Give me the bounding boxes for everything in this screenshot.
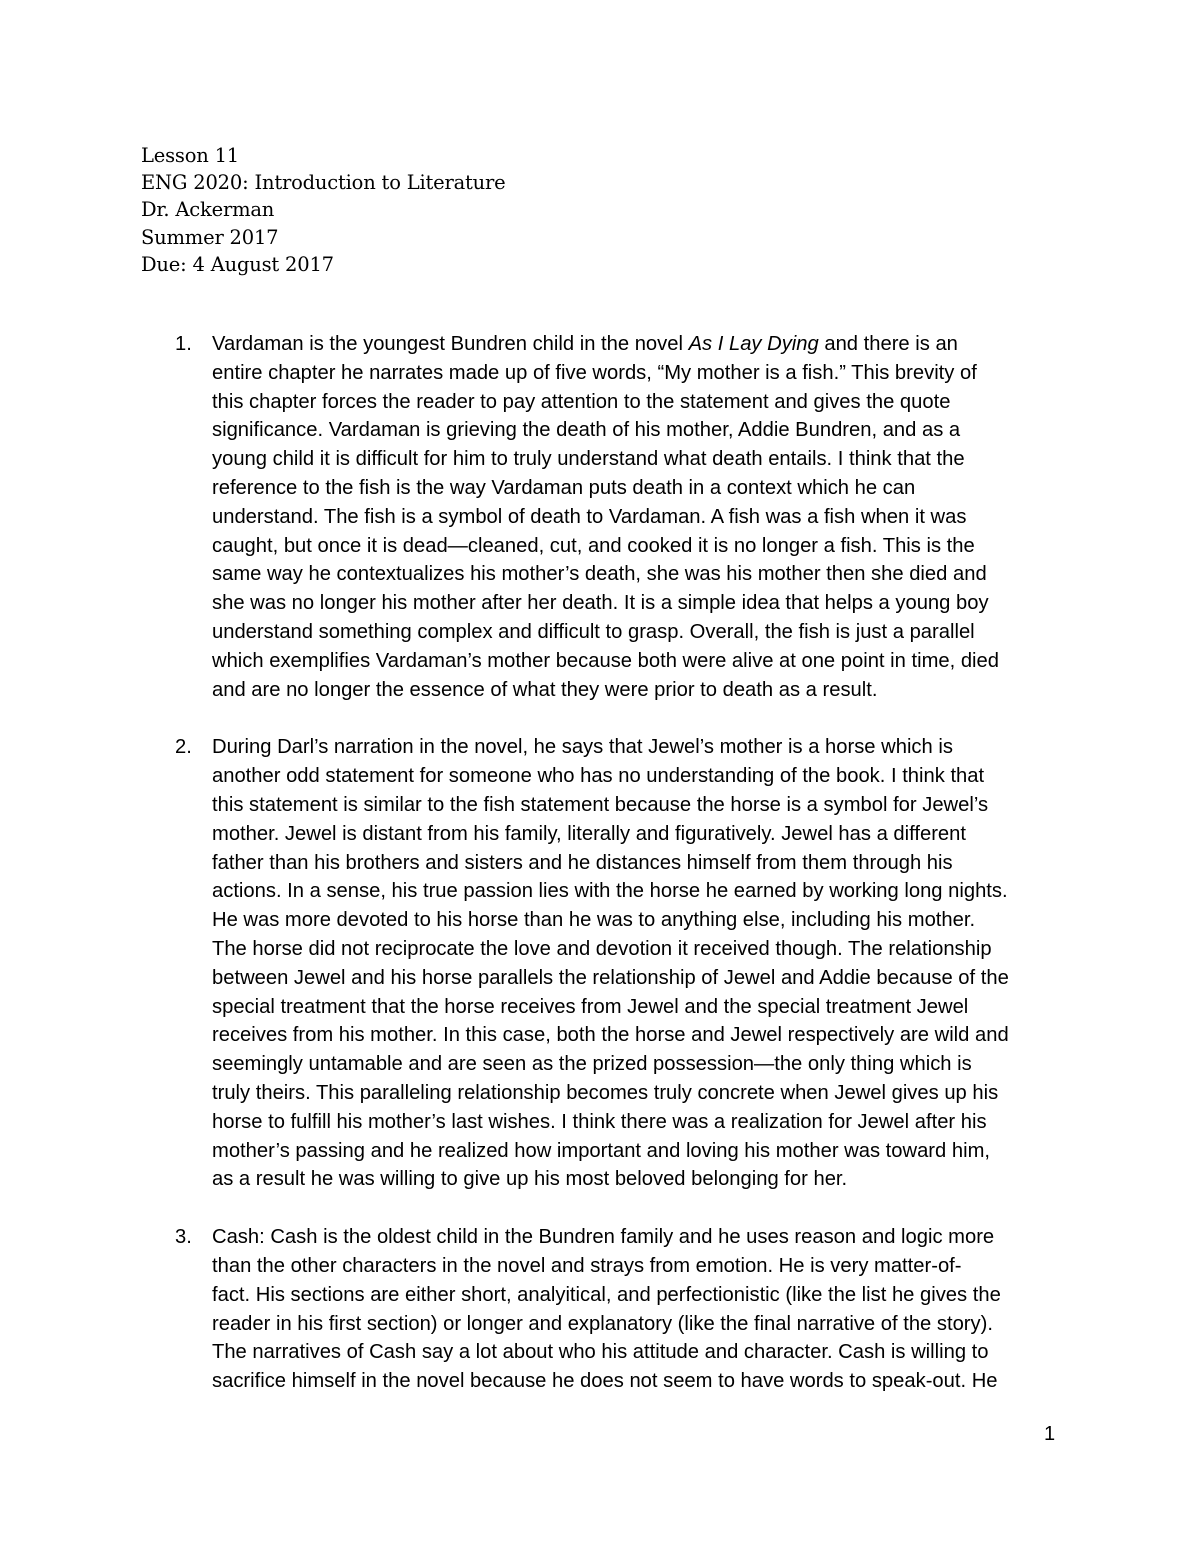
answer-line: same way he contextualizes his mother’s death, she was his mother then she died and bbox=[212, 563, 987, 586]
answer-line: mother’s passing and he realized how important and loving his mother was toward him, bbox=[212, 1139, 990, 1162]
question-number: 3. bbox=[175, 1226, 192, 1249]
term-label: Summer 2017 bbox=[141, 225, 279, 249]
question-list bbox=[0, 330, 1200, 1425]
answer-line: receives from his mother. In this case, both the horse and Jewel respectively are wild and bbox=[212, 1024, 1009, 1047]
answer-line: another odd statement for someone who has no understanding of the book. I think that bbox=[212, 765, 985, 788]
answer-line: as a result he was willing to give up his most beloved belonging for her. bbox=[212, 1168, 848, 1191]
answer-line: truly theirs. This paralleling relationship becomes truly concrete when Jewel gives up his bbox=[212, 1081, 999, 1104]
answer-line: horse to fulfill his mother’s last wishes. I think there was a realization for Jewel after his bbox=[212, 1110, 987, 1133]
answer-line: this statement is similar to the fish statement because the horse is a symbol for Jewel’s bbox=[212, 793, 989, 816]
due-date: Due: 4 August 2017 bbox=[141, 252, 334, 276]
assignment-header bbox=[141, 142, 506, 278]
question-answer bbox=[212, 733, 1072, 1194]
answer-line: fact. His sections are either short, analyitical, and perfectionistic (like the list he gives the bbox=[212, 1283, 1001, 1306]
answer-line: mother. Jewel is distant from his family, literally and figuratively. Jewel has a different bbox=[212, 822, 966, 845]
lesson-label: Lesson 11 bbox=[141, 144, 240, 167]
answer-line: Cash: Cash is the oldest child in the Bundren family and he uses reason and logic more bbox=[212, 1226, 995, 1249]
answer-line: reference to the fish is the way Vardaman puts death in a context which he can bbox=[212, 476, 916, 499]
answer-line: He was more devoted to his horse than he was to anything else, including his mother. bbox=[212, 909, 976, 932]
answer-line: understand something complex and difficult to grasp. Overall, the fish is just a parallel bbox=[212, 620, 975, 643]
answer-line: seemingly untamable and are seen as the prized possession—the only thing which is bbox=[212, 1053, 972, 1076]
answer-line: young child it is difficult for him to truly understand what death entails. I think that the bbox=[212, 448, 965, 471]
question-answer bbox=[212, 1223, 1072, 1396]
answer-line: entire chapter he narrates made up of five words, “My mother is a fish.” This brevity of bbox=[212, 361, 977, 384]
answer-line: and are no longer the essence of what they were prior to death as a result. bbox=[212, 678, 878, 701]
question-number: 1. bbox=[175, 333, 192, 355]
answer-line: During Darl’s narration in the novel, he says that Jewel’s mother is a horse which is bbox=[212, 736, 953, 759]
answer-line: sacrifice himself in the novel because he does not seem to have words to speak-out. He bbox=[212, 1370, 998, 1393]
question-number: 2. bbox=[175, 736, 192, 759]
answer-line: reader in his first section) or longer and explanatory (like the final narrative of the story). bbox=[212, 1312, 993, 1335]
question-answer bbox=[212, 330, 1072, 704]
answer-line: special treatment that the horse receives from Jewel and the special treatment Jewel bbox=[212, 995, 969, 1018]
answer-line: The narratives of Cash say a lot about who his attitude and character. Cash is willing to bbox=[212, 1341, 989, 1364]
answer-line: between Jewel and his horse parallels the relationship of Jewel and Addie because of the bbox=[212, 966, 1009, 989]
answer-line: this chapter forces the reader to pay attention to the statement and gives the quote bbox=[212, 390, 951, 413]
page-number: 1 bbox=[1044, 1423, 1056, 1445]
question-item bbox=[0, 733, 1072, 1194]
course-title: ENG 2020: Introduction to Literature bbox=[141, 171, 506, 195]
answer-line: which exemplifies Vardaman’s mother because both were alive at one point in time, died bbox=[212, 649, 999, 672]
answer-line: she was no longer his mother after her death. It is a simple idea that helps a young boy bbox=[212, 592, 989, 615]
instructor-name: Dr. Ackerman bbox=[141, 198, 275, 222]
question-item bbox=[0, 1223, 1072, 1396]
answer-line: The horse did not reciprocate the love and devotion it received though. The relationship bbox=[212, 937, 992, 960]
answer-line: caught, but once it is dead—cleaned, cut, and cooked it is no longer a fish. This is the bbox=[212, 534, 975, 557]
answer-line: than the other characters in the novel and strays from emotion. He is very matter-of- bbox=[212, 1254, 962, 1277]
answer-line: understand. The fish is a symbol of death to Vardaman. A fish was a fish when it was bbox=[212, 505, 967, 528]
answer-line: Vardaman is the youngest Bundren child in the novel As I Lay Dying and there is an bbox=[212, 333, 958, 355]
book-title: As I Lay Dying bbox=[688, 333, 819, 355]
answer-line: significance. Vardaman is grieving the death of his mother, Addie Bundren, and as a bbox=[212, 419, 961, 442]
question-item bbox=[0, 330, 1072, 704]
answer-line: actions. In a sense, his true passion lies with the horse he earned by working long nights. bbox=[212, 880, 1008, 903]
answer-line: father than his brothers and sisters and he distances himself from them through his bbox=[212, 851, 953, 874]
